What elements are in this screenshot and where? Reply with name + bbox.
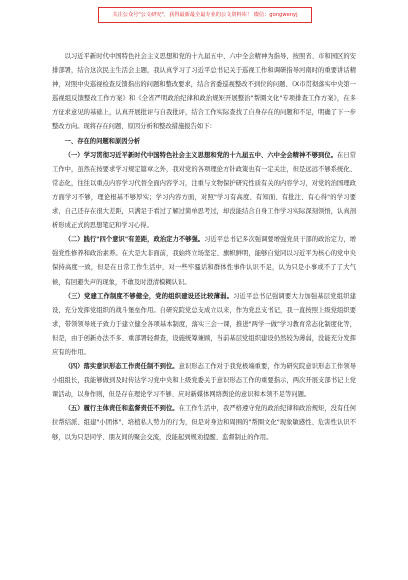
- item-body-4: 意识形态工作对于我党极端重要，作为研究院意识形态工作领导小组组长，我能够做到及时传达学习党中央和上级党委关于意识形态工作的重要指示，两次开展支部书记上党课活动，以身作则，但是存在理论学习不够、应对新媒体网络舆论的意识和本领不足等问题。: [52, 363, 357, 399]
- item-paragraph-5: [52, 402, 356, 444]
- item-lead-2: （二）践行"四个意识"有差距，政治定力不够强。: [64, 236, 205, 244]
- item-lead-3: （三）党建工作制度不够健全，党的组织建设还比较薄弱。: [64, 292, 234, 300]
- intro-paragraph: 以习近平新时代中国特色社会主义思想和党的十九届五中、六中全会精神为指导，按照省、市和园区的安排部署，结合这次民主生活会主题，我认真学习了习近平总书记关于巡视工作和调研指导河南时的重要讲话精神，对照中央巡视检查反馈指出的问题和整改要求，结合省委巡视整改不到位的问题、《X市贯彻落实中央第一巡视组反馈整改工作方案》和《全省严明政治纪律和政治规矩开展整治"帮圈文化"专项排查工作方案》，在多方征求意见的基础上，认真开展批评与自我批评，结合工作实际查找了自身存在的问题和不足，明确了下一步整改方向。现将存在问题、原因分析和整改措施报告如下：: [52, 53, 356, 131]
- item-lead-1: （一）学习贯彻习近平新时代中国特色社会主义思想和党的十九届五中、六中全会精神不够到位。: [64, 151, 338, 159]
- document-body: [52, 50, 356, 445]
- item-lead-4: （四）落实意识形态工作责任制不到位。: [64, 363, 179, 371]
- item-paragraph-3: [52, 290, 356, 360]
- item-body-1: 在日常工作中，虽然在按要求学习规定篇章之外，我对党的各项理论方针政策也有一定关注，但是远远不够系统化、常态化，往往以重点内容学习代替全面内容学习，注重与文物保护研究性质有关的内容学习，对党的治国理政方面学习不够，理论根基不够厚实；学习内容方面，对照"学习有高度、有知面、有批注、有心得"的学习要求，自己还存在很大差距，只满足于看过了解过简单思考过，却没能结合自身工作学习实际深刻领悟，认真剖析形成正式的思想笔记和学习心得。: [52, 151, 357, 230]
- item-paragraph-2: [52, 233, 356, 289]
- item-lead-5: （五）履行主体责任和监督责任不到位。: [64, 405, 179, 413]
- section-title: 一、存在的问题和原因分析: [64, 137, 141, 145]
- item-body-5: 在工作生活中，我严格遵守党的政治纪律和政治规矩，没有任何拉帮结派、组建"小团体"、培植私人势力的行为，但是对身边和周围的"帮圈文化"现象敏感性、危害性认识不够，以为只是同学、朋友间的聚会交流，没能起到规劝提醒、监督制止的作用。: [52, 405, 357, 441]
- header-banner: 关注公众号"公文研究"，获得最新最全最专业的公文资料库！ 微信：gongwenyj: [98, 7, 312, 23]
- item-body-3: 习近平总书记强调要大力加强基层党组织建设，充分发挥党组织的战斗堡垒作用。自研究院党总支成立以来，作为党总支书记，我一直按照上级党组织要求，带领领导班子致力于建立健全各项基本制度，落实三会一课，推进"两学一做"学习教育常态化制度化等，但是，由于创新办法不多、重部署轻督查，设施统筹兼顾，当前基层党组织建设仍然较为薄弱，没能充分发挥应有的作用。: [52, 292, 357, 356]
- item-paragraph-4: [52, 360, 356, 402]
- item-paragraph-1: [52, 149, 356, 234]
- item-body-2: 习近平总书记多次强调要增强党员干部的政治定力，增强党性修养和政治素养。在大是大非面前，我始终立场坚定、旗帜鲜明，能够自觉同以习近平为核心的党中央保持高度一致，但是在日常工作生活中，对一些牢骚话和群体性事件认识不足，认为只是小事或不了了大气候，有回避失声的现象，不敢及时澄清模糊认识。: [52, 236, 357, 286]
